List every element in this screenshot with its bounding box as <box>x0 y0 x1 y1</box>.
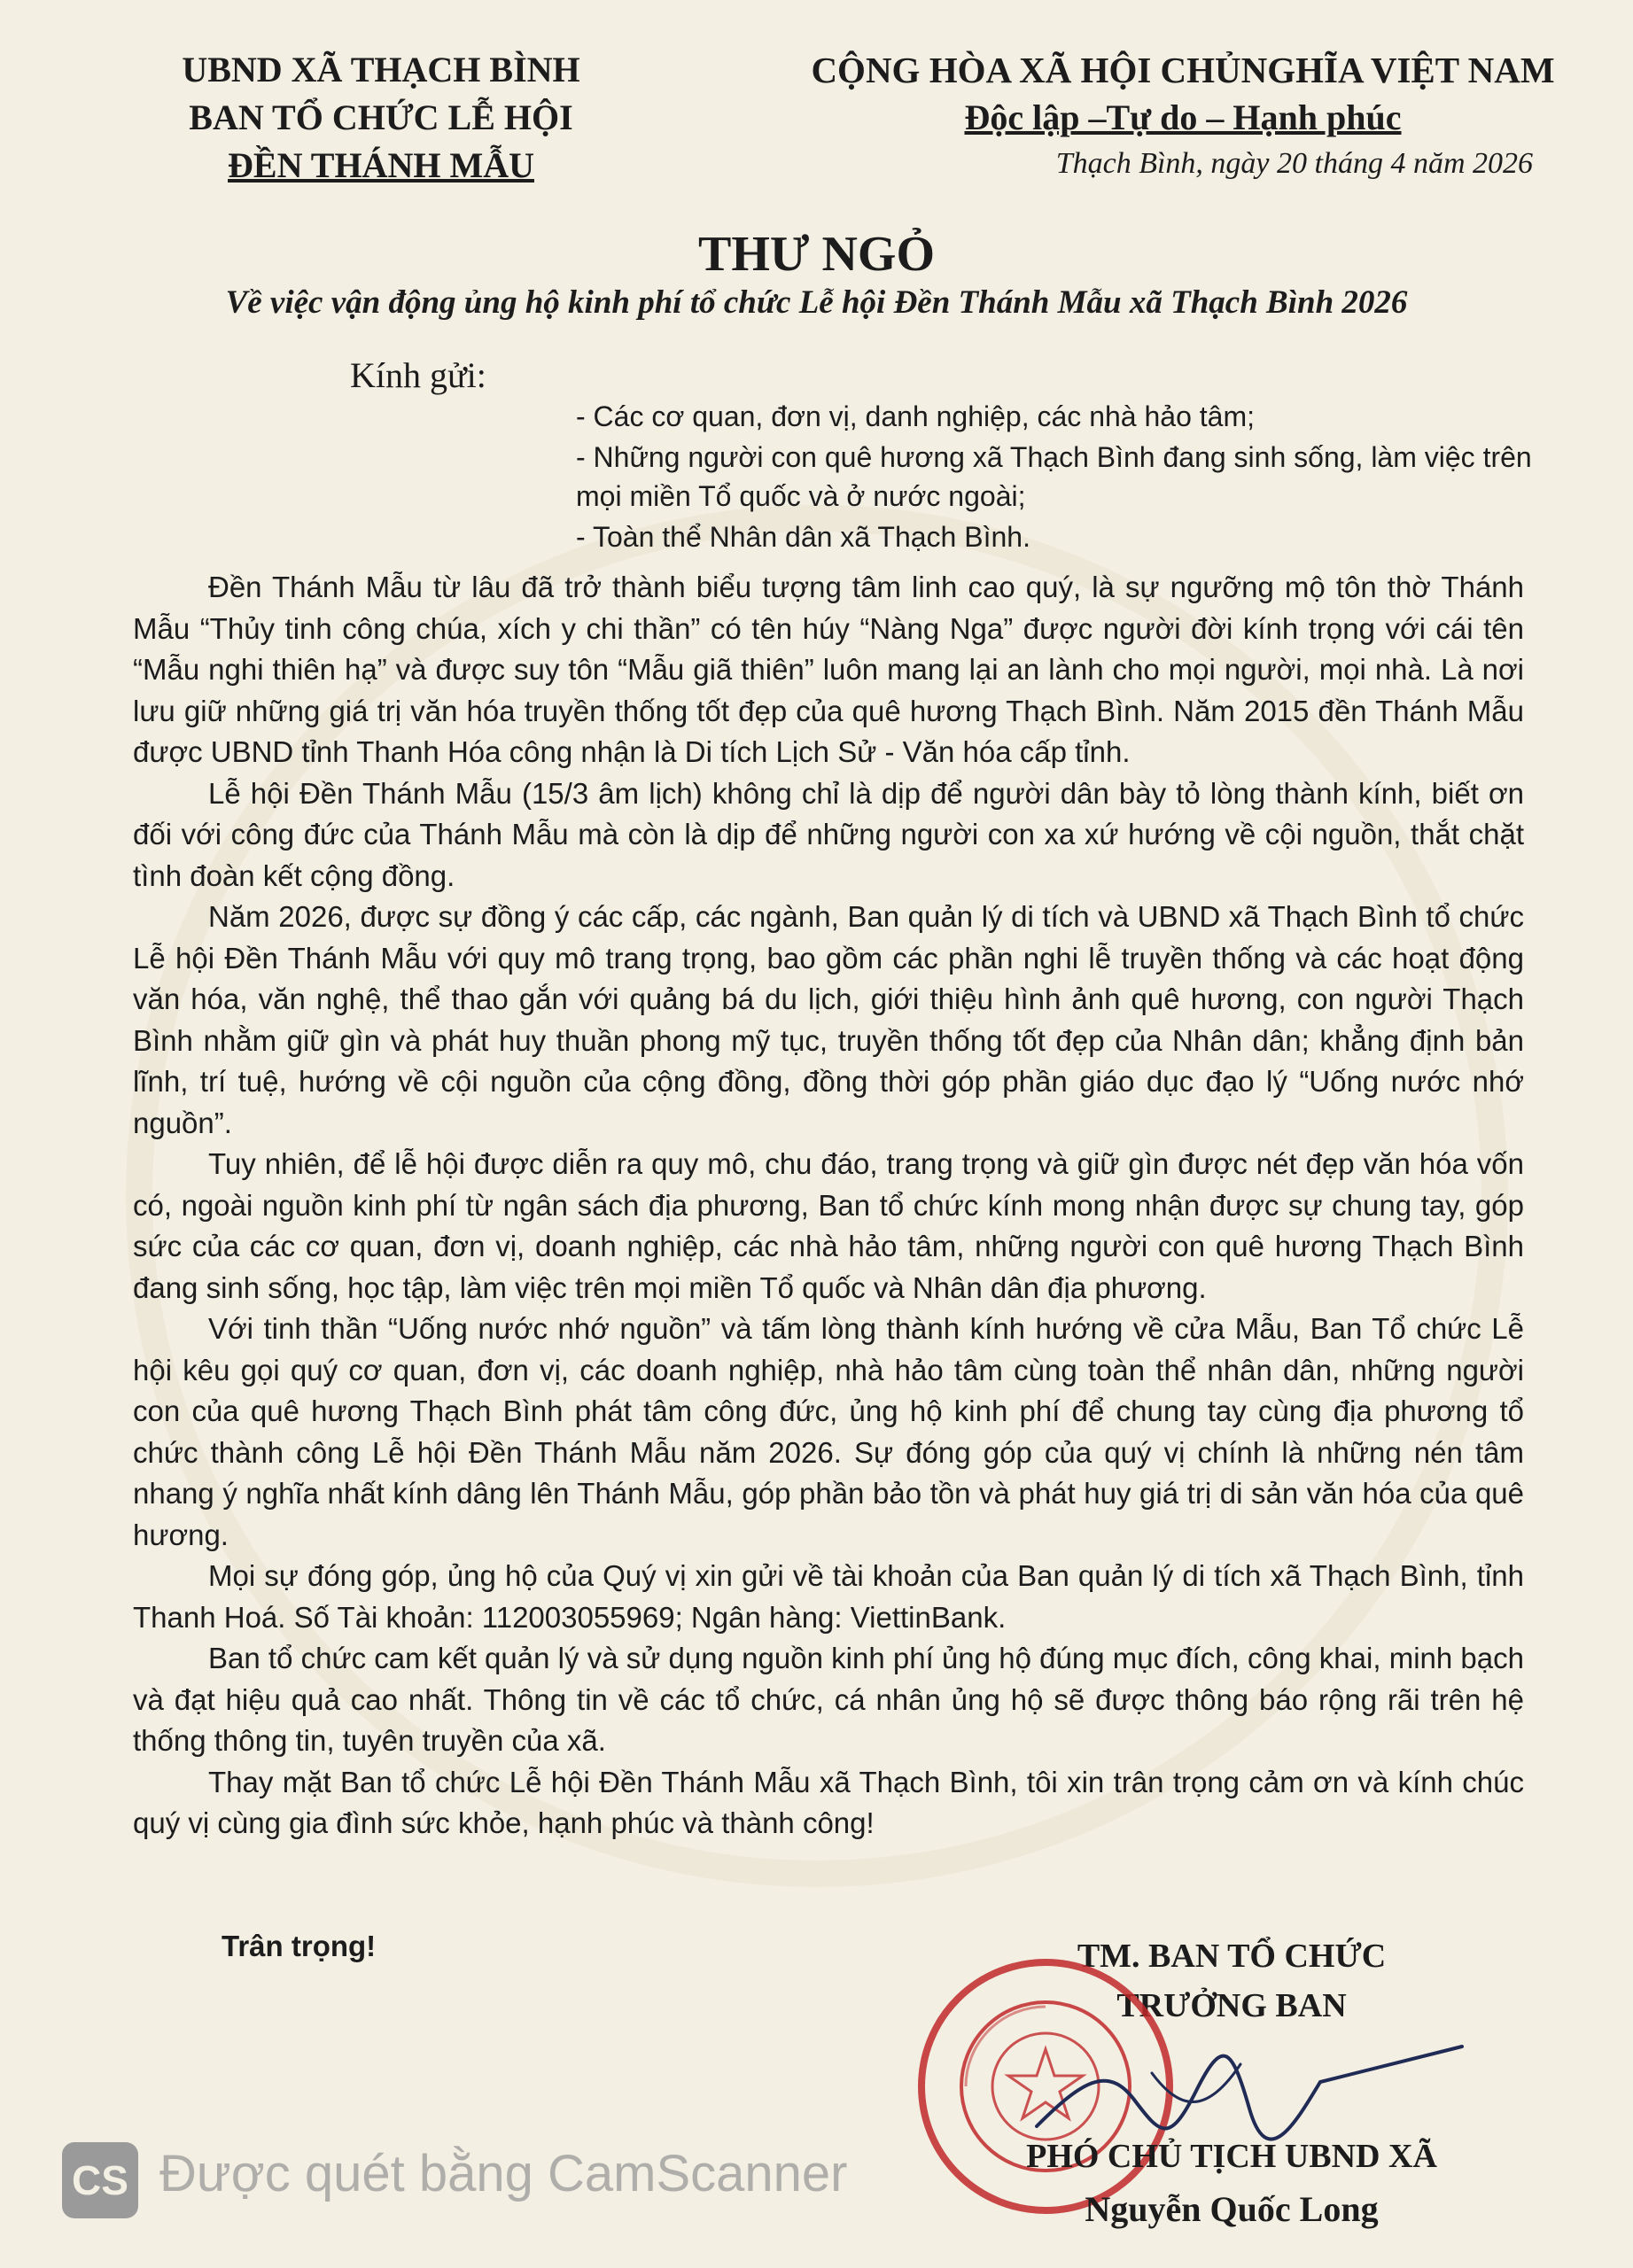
recipient-item: - Các cơ quan, đơn vị, danh nghiệp, các nhà hảo tâm; <box>576 400 1255 432</box>
body-paragraph: Với tinh thần “Uống nước nhớ nguồn” và tấm lòng thành kính hướng về cửa Mẫu, Ban Tổ chức Lễ hội kêu gọi quý cơ quan, đơn vị, các doanh nghiệp, nhà hảo tâm cùng toàn thể nhân dân, những người con của quê hương Thạch Bình phát tâm công đức, ủng hộ kinh phí để chung tay cùng địa phương tổ chức thành công Lễ hội Đền Thánh Mẫu năm 2026. Sự đóng góp của quý vị chính là những nén tâm nhang ý nghĩa nhất kính dâng lên Thánh Mẫu, góp phần bảo tồn và phát huy giá trị di sản văn hóa của quê hương. <box>133 1312 1524 1551</box>
issuer-line-1: UBND XÃ THẠCH BÌNH <box>182 50 580 89</box>
body-paragraph: Năm 2026, được sự đồng ý các cấp, các ngành, Ban quản lý di tích và UBND xã Thạch Bình tổ chức Lễ hội Đền Thánh Mẫu với quy mô trang trọng, bao gồm các phần nghi lễ truyền thống và các hoạt động văn hóa, văn nghệ, thể thao gắn với quảng bá du lịch, giới thiệu hình ảnh quê hương, con người Thạch Bình nhằm giữ gìn và phát huy thuần phong mỹ tục, truyền thống tốt đẹp của Nhân dân; khẳng định bản lĩnh, trí tuệ, hướng về cội nguồn của cộng đồng, đồng thời góp phần giáo dục đạo lý “Uống nước nhớ nguồn”. <box>133 900 1524 1139</box>
camscanner-logo-icon: CS <box>62 2142 138 2218</box>
signatory-name: Nguyễn Quốc Long <box>1085 2189 1379 2229</box>
issuer-header <box>142 46 620 190</box>
document-subtitle: Về việc vận động ủng hộ kinh phí tổ chức Lễ hội Đền Thánh Mẫu xã Thạch Bình 2026 <box>225 284 1408 321</box>
issuer-line-3: ĐỀN THÁNH MẪU <box>228 145 534 185</box>
signatory-title: TM. BAN TỔ CHỨC <box>1077 1938 1387 1975</box>
national-motto: Độc lập –Tự do – Hạnh phúc <box>964 97 1402 137</box>
document-title: THƯ NGỎ <box>697 227 936 282</box>
body-paragraph: Đền Thánh Mẫu từ lâu đã trở thành biểu tượng tâm linh cao quý, là sự ngưỡng mộ tôn thờ Thánh Mẫu “Thủy tinh công chúa, xích y chi thần” có tên húy “Nàng Nga” được người đời kính trọng với cái tên “Mẫu nghi thiên hạ” và được suy tôn “Mẫu giã thiên” luôn mang lại an lành cho mọi người, mọi nhà. Là nơi lưu giữ những giá trị văn hóa truyền thống tốt đẹp của quê hương Thạch Bình. Năm 2015 đền Thánh Mẫu được UBND tỉnh Thanh Hóa công nhận là Di tích Lịch Sử - Văn hóa cấp tỉnh. <box>133 571 1524 768</box>
body-paragraph: Thay mặt Ban tổ chức Lễ hội Đền Thánh Mẫu xã Thạch Bình, tôi xin trân trọng cảm ơn và kính chúc quý vị cùng gia đình sức khỏe, hạnh phúc và thành công! <box>133 1765 1524 1839</box>
recipient-list <box>576 397 1568 558</box>
camscanner-watermark: Được quét bằng CamScanner <box>159 2145 848 2202</box>
body-paragraph: Lễ hội Đền Thánh Mẫu (15/3 âm lịch) không chỉ là dịp để người dân bày tỏ lòng thành kính, biết ơn đối với công đức của Thánh Mẫu mà còn là dịp để những người con xa xứ hướng về cội nguồn, thắt chặt tình đoàn kết cộng đồng. <box>133 776 1524 892</box>
body-paragraph: Mọi sự đóng góp, ủng hộ của Quý vị xin gửi về tài khoản của Ban quản lý di tích xã Thạch Bình, tỉnh Thanh Hoá. Số Tài khoản: 112003055969; Ngân hàng: ViettinBank. <box>133 1559 1524 1634</box>
recipient-item: - Toàn thể Nhân dân xã Thạch Bình. <box>576 521 1030 553</box>
body-paragraph: Ban tổ chức cam kết quản lý và sử dụng nguồn kinh phí ủng hộ đúng mục đích, công khai, minh bạch và đạt hiệu quả cao nhất. Thông tin về các tổ chức, cá nhân ủng hộ sẽ được thông báo rộng rãi trên hệ thống thông tin, tuyên truyền của xã. <box>133 1642 1524 1757</box>
closing-phrase: Trân trọng! <box>222 1930 377 1962</box>
body-paragraph: Tuy nhiên, để lễ hội được diễn ra quy mô, chu đáo, trang trọng và giữ gìn được nét đẹp văn hóa vốn có, ngoài nguồn kinh phí từ ngân sách địa phương, Ban tổ chức kính mong nhận được sự chung tay, góp sức của các cơ quan, đơn vị, doanh nghiệp, các nhà hảo tâm, những người con quê hương Thạch Bình đang sinh sống, học tập, làm việc trên mọi miền Tổ quốc và Nhân dân địa phương. <box>133 1147 1524 1304</box>
letter-body <box>133 567 1524 1845</box>
republic-name: CỘNG HÒA XÃ HỘI CHỦNGHĨA VIỆT NAM <box>811 50 1555 90</box>
document-date: Thạch Bình, ngày 20 tháng 4 năm 2026 <box>1055 147 1533 180</box>
signatory-position: TRƯỞNG BAN <box>1116 1987 1347 2024</box>
greeting: Kính gửi: <box>350 355 486 395</box>
handwritten-signature <box>1028 2029 1471 2153</box>
national-header <box>797 46 1568 186</box>
recipient-item: - Những người con quê hương xã Thạch Bình đang sinh sống, làm việc trên mọi miền Tổ quốc và ở nước ngoài; <box>576 441 1532 512</box>
issuer-line-2: BAN TỔ CHỨC LỄ HỘI <box>189 97 573 137</box>
signatory-role: PHÓ CHỦ TỊCH UBND XÃ <box>1026 2138 1437 2175</box>
